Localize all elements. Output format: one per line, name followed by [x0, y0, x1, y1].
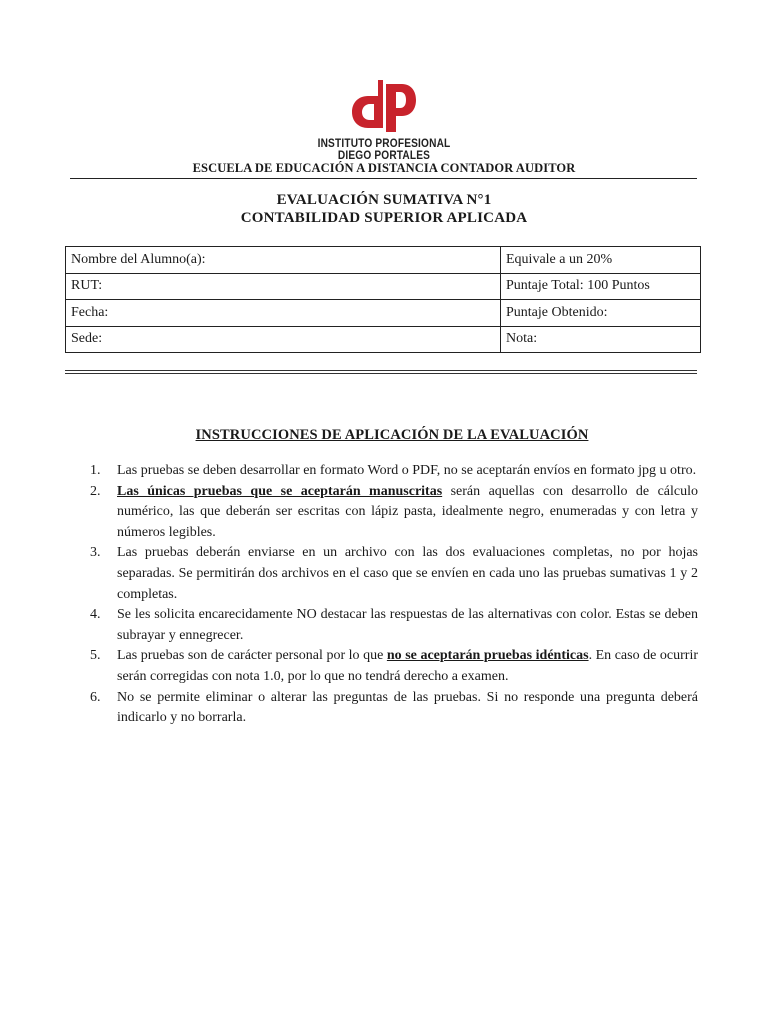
obtained-score-field[interactable]: Puntaje Obtenido: [501, 300, 701, 327]
double-rule-bottom [65, 373, 697, 374]
course-title: CONTABILIDAD SUPERIOR APLICADA [240, 210, 528, 226]
list-item [90, 543, 698, 605]
double-rule-top [65, 370, 697, 371]
logo [0, 78, 768, 134]
item-number: 5. [90, 648, 101, 664]
instructions-title: INSTRUCCIONES DE APLICACIÓN DE LA EVALUACIÓN [195, 427, 589, 443]
date-field[interactable]: Fecha: [66, 300, 501, 327]
item-text: Las pruebas deberán enviarse en un archivo con las dos evaluaciones completas, no por hojas separadas. Se permitirán dos archivos en el caso que se envíen en cada uno las pruebas sumativas 1 y 2 completas. [117, 545, 698, 602]
item-number: 6. [90, 689, 101, 705]
total-score-cell: Puntaje Total: 100 Puntos [501, 273, 701, 300]
weight-cell: Equivale a un 20% [501, 247, 701, 274]
item-number: 4. [90, 607, 101, 623]
item-number: 3. [90, 545, 101, 561]
evaluation-title: EVALUACIÓN SUMATIVA N°1 [276, 192, 492, 208]
dp-logo-icon [350, 78, 418, 134]
student-info-table [65, 246, 701, 353]
header-divider [70, 178, 697, 179]
item-emphasis: Las únicas pruebas que se aceptarán manuscritas [117, 483, 443, 499]
list-item [90, 605, 698, 646]
item-text: Se les solicita encarecidamente NO destacar las respuestas de las alternativas con color. Estas se deben subrayar y ennegrecer. [117, 607, 698, 643]
list-item [90, 688, 698, 729]
list-item [90, 482, 698, 544]
school-name: ESCUELA DE EDUCACIÓN A DISTANCIA CONTADOR AUDITOR [192, 161, 576, 175]
item-text: Las pruebas son de carácter personal por lo que [117, 648, 387, 664]
institution-name-line1: INSTITUTO PROFESIONAL [317, 138, 451, 150]
list-item [90, 646, 698, 687]
item-text: serán aquellas con desarrollo de cálculo numérico, las que deberán ser escritas con lápiz pasta, idealmente negro, enumeradas y con letra y números legibles. [117, 483, 698, 540]
table-row [66, 247, 701, 274]
item-emphasis: no se aceptarán pruebas idénticas [386, 648, 589, 664]
table-row [66, 273, 701, 300]
table-row [66, 326, 701, 353]
item-number: 2. [90, 483, 101, 499]
list-item [90, 461, 698, 482]
instructions-list [90, 461, 698, 729]
item-text: Las pruebas se deben desarrollar en formato Word o PDF, no se aceptarán envíos en formato jpg u otro. [117, 463, 697, 478]
grade-field[interactable]: Nota: [501, 326, 701, 353]
student-name-field[interactable]: Nombre del Alumno(a): [66, 247, 501, 274]
item-text: No se permite eliminar o alterar las preguntas de las pruebas. Si no responde una pregunta deberá indicarlo y no borrarla. [117, 689, 698, 726]
rut-field[interactable]: RUT: [66, 273, 501, 300]
item-text: . En caso de ocurrir serán corregidas con nota 1.0, por lo que no tendrá derecho a examen. [117, 648, 699, 684]
table-row [66, 300, 701, 327]
item-number: 1. [90, 463, 101, 478]
campus-field[interactable]: Sede: [66, 326, 501, 353]
institution-name-line2: DIEGO PORTALES [337, 150, 431, 162]
